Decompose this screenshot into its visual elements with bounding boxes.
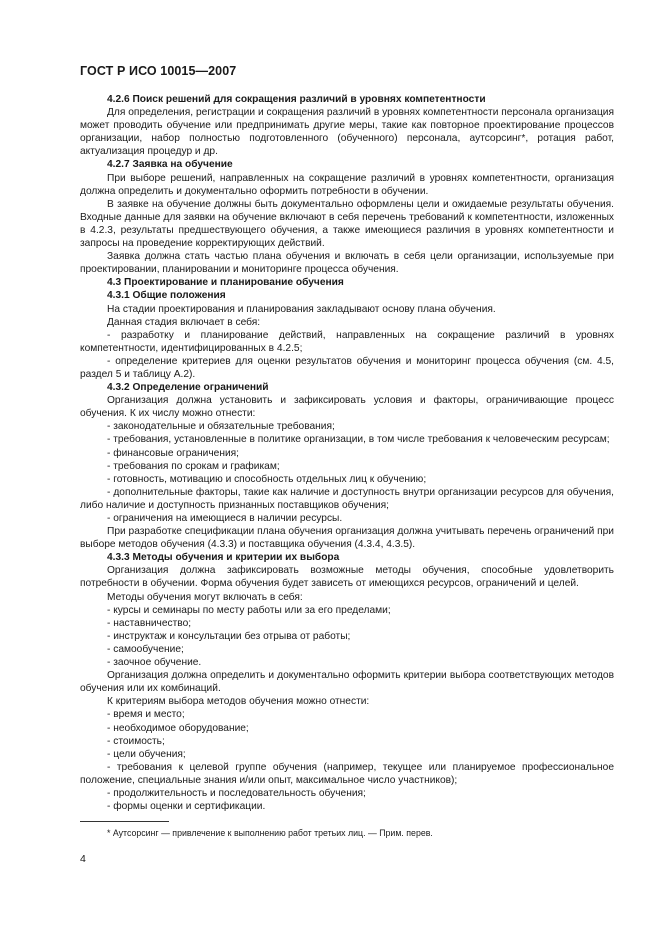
footnote: * Аутсорсинг — привлечение к выполнению работ третьих лиц. — Прим. перев. xyxy=(107,828,433,838)
paragraph: Организация должна зафиксировать возможные методы обучения, способные удовлетворить потребности в обучении. Форма обучения будет зависеть от имеющихся ресурсов, ограничений и целей. xyxy=(80,565,614,590)
section-heading: 4.3.1 Общие положения xyxy=(107,290,226,302)
paragraph: В заявке на обучение должны быть документально оформлены цели и ожидаемые результаты обучения. Входные данные для заявки на обучение включают в себя перечень требований к компетентности, изложенных в 4.2.3, результаты предшествующего обучения, а также имеющиеся различия в уровнях компетентности и запросы на проведение корректирующих действий. xyxy=(80,198,614,250)
section-heading: 4.2.6 Поиск решений для сокращения различий в уровнях компетентности xyxy=(107,94,486,105)
list-item: - требования к целевой группе обучения (например, текущее или планируемое профессиональное положение, специальные знания и/или опыт, максимальное число участников); xyxy=(80,761,614,786)
paragraph: На стадии проектирования и планирования закладывают основу плана обучения. xyxy=(107,303,496,315)
list-item: - стоимость; xyxy=(107,735,165,747)
list-item: - разработку и планирование действий, направленных на сокращение различий в уровнях компетентности, идентифицированных в 4.2.5; xyxy=(80,329,614,354)
document-header: ГОСТ Р ИСО 10015—2007 xyxy=(80,64,237,78)
paragraph: К критериям выбора методов обучения можно отнести: xyxy=(107,696,370,708)
list-item: - определение критериев для оценки результатов обучения и мониторинг процесса обучения (см. 4.5, раздел 5 и таблицу А.2). xyxy=(80,355,614,380)
paragraph: При разработке спецификации плана обучения организация должна учитывать перечень ограничений при выборе методов обучения (4.3.3) и поставщика обучения (4.3.4, 4.3.5). xyxy=(80,526,614,551)
list-item: - законодательные и обязательные требования; xyxy=(107,421,335,433)
list-item: - самообучение; xyxy=(107,643,184,655)
list-item: - требования по срокам и графикам; xyxy=(107,460,280,472)
section-heading: 4.3.2 Определение ограничений xyxy=(107,382,269,394)
list-item: - наставничество; xyxy=(107,617,192,629)
paragraph: Организация должна определить и документально оформить критерии выбора соответствующих методов обучения или их комбинаций. xyxy=(80,670,614,695)
paragraph: Для определения, регистрации и сокращения различий в уровнях компетентности персонала организация может проводить обучение или предпринимать другие меры, такие как повторное проектирование процессов организации, набор полностью подготовленного (обученного) персонала, аутсорсинг*, ротация работ, актуализация процедур и др. xyxy=(80,107,614,158)
paragraph: Организация должна установить и зафиксировать условия и факторы, ограничивающие процесс обучения. К их числу можно отнести: xyxy=(80,395,614,420)
section-heading: 4.2.7 Заявка на обучение xyxy=(107,159,233,171)
list-item: - необходимое оборудование; xyxy=(107,722,249,734)
page-number: 4 xyxy=(80,853,86,865)
paragraph: Данная стадия включает в себя: xyxy=(107,316,261,328)
document-body xyxy=(80,93,614,813)
paragraph: Заявка должна стать частью плана обучения и включать в себя цели организации, используемые при проектировании, планировании и мониторинге процесса обучения. xyxy=(80,251,614,276)
list-item: - инструктаж и консультации без отрыва от работы; xyxy=(107,630,351,642)
list-item: - продолжительность и последовательность обучения; xyxy=(107,787,366,799)
list-item: - время и место; xyxy=(107,709,185,721)
list-item: - ограничения на имеющиеся в наличии ресурсы. xyxy=(107,513,343,524)
list-item: - цели обучения; xyxy=(107,748,186,760)
list-item: - финансовые ограничения; xyxy=(107,447,239,459)
section-heading: 4.3 Проектирование и планирование обучения xyxy=(107,277,344,289)
section-heading: 4.3.3 Методы обучения и критерии их выбора xyxy=(107,552,340,564)
list-item: - заочное обучение. xyxy=(107,657,202,669)
list-item: - формы оценки и сертификации. xyxy=(107,801,266,813)
list-item: - требования, установленные в политике организации, в том числе требования к человеческим ресурсам; xyxy=(107,434,610,446)
list-item: - курсы и семинары по месту работы или за его пределами; xyxy=(107,604,391,616)
list-item: - готовность, мотивацию и способность отдельных лиц к обучению; xyxy=(107,473,427,485)
paragraph: Методы обучения могут включать в себя: xyxy=(107,591,303,603)
paragraph: При выборе решений, направленных на сокращение различий в уровнях компетентности, организация должна определить и документально оформить потребности в обучении. xyxy=(80,172,614,197)
footnote-divider xyxy=(80,821,169,822)
list-item: - дополнительные факторы, такие как наличие и доступность внутри организации ресурсов для обучения, либо наличие и доступность признанных поставщиков обучения; xyxy=(80,486,614,511)
